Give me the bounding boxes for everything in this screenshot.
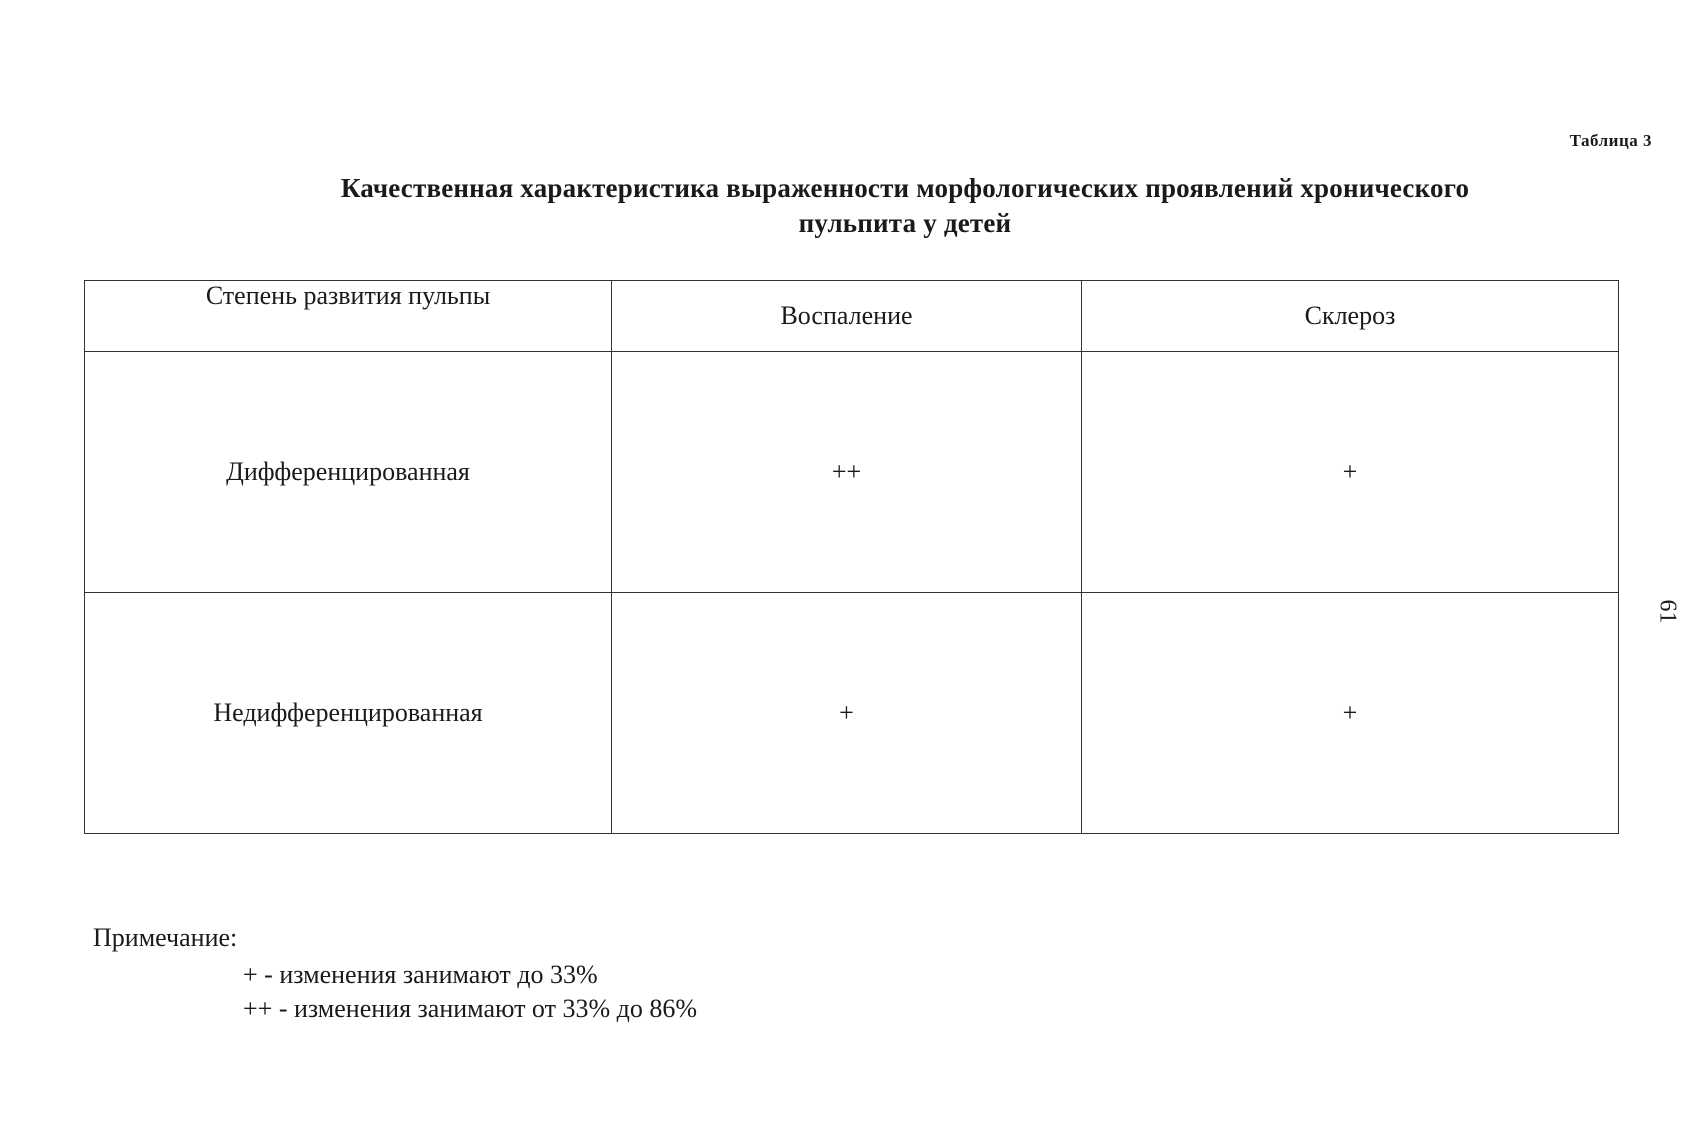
- column-header-pulp-development: Степень развития пульпы: [85, 281, 612, 352]
- document-title: [190, 171, 1620, 241]
- column-header-sclerosis: Склероз: [1082, 281, 1619, 352]
- column-header-inflammation: Воспаление: [612, 281, 1082, 352]
- cell-inflammation: +: [612, 593, 1082, 834]
- table-header-row: [85, 281, 1619, 352]
- table-number: Таблица 3: [1569, 131, 1652, 150]
- title-line-2: пульпита у детей: [798, 208, 1012, 238]
- note-label: Примечание:: [93, 923, 238, 952]
- data-table: [84, 280, 1619, 834]
- note-item: ++ - изменения занимают от 33% до 86%: [243, 994, 697, 1023]
- title-line-1: Качественная характеристика выраженности морфологических проявлений хронического: [340, 173, 1470, 203]
- cell-inflammation: ++: [612, 352, 1082, 593]
- table-row: [85, 593, 1619, 834]
- row-label: Дифференцированная: [85, 352, 612, 593]
- row-label: Недифференцированная: [85, 593, 612, 834]
- cell-sclerosis: +: [1082, 352, 1619, 593]
- cell-sclerosis: +: [1082, 593, 1619, 834]
- note-list: [243, 958, 697, 1026]
- note-item: + - изменения занимают до 33%: [243, 960, 598, 989]
- table-row: [85, 352, 1619, 593]
- page-number: 61: [1654, 599, 1681, 624]
